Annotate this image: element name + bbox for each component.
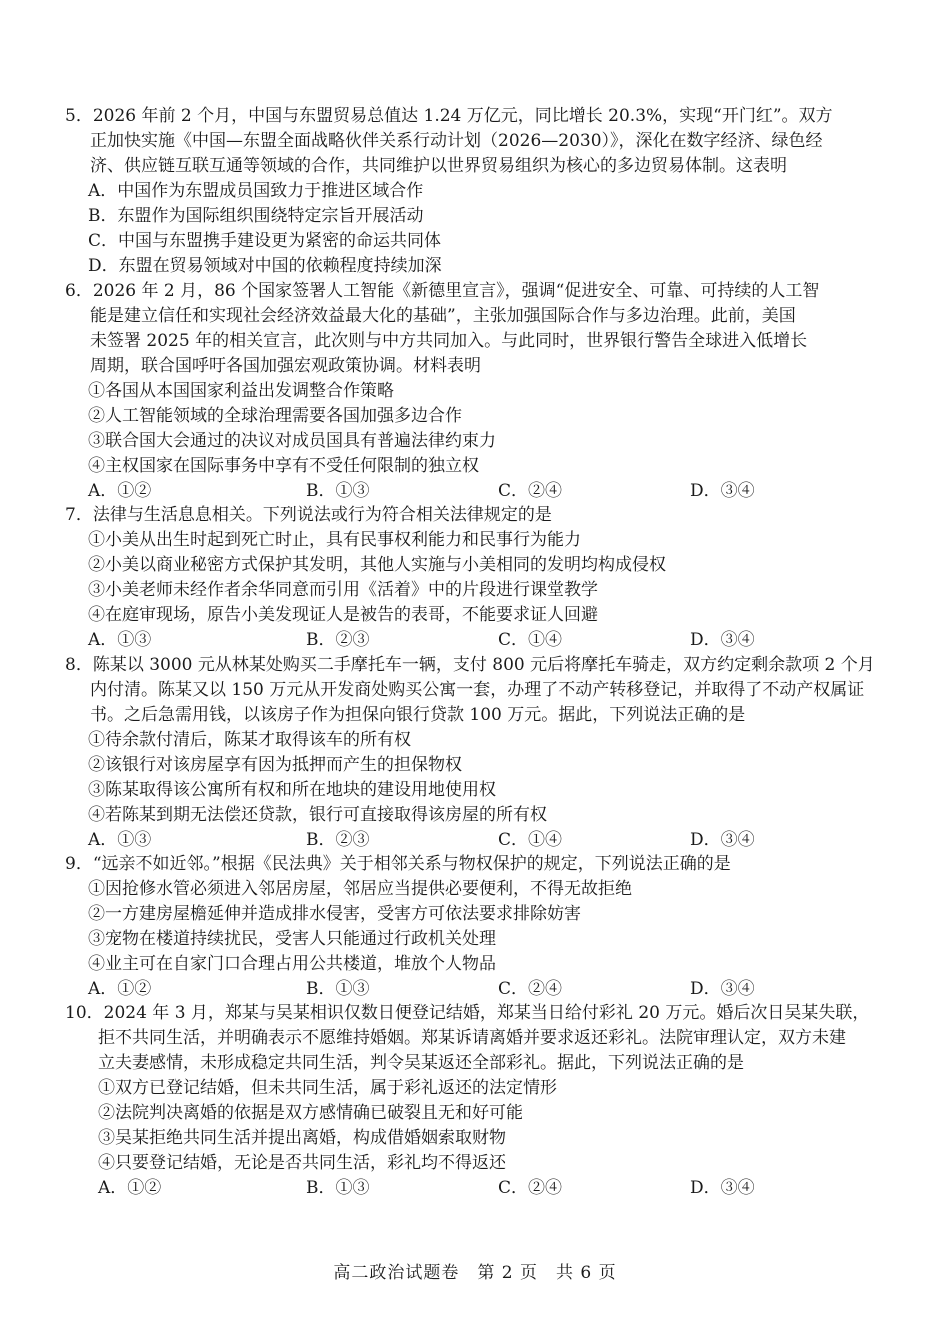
question-stem-line: 能是建立信任和实现社会经济效益最大化的基础”，主张加强国际合作与多边治理。此前，美国 (90, 306, 796, 326)
question-stem-line: 书。之后急需用钱，以该房子作为担保向银行贷款 100 万元。据此，下列说法正确的是 (90, 705, 746, 725)
choice-d: D．③④ (690, 1178, 755, 1198)
page-footer: 高二政治试题卷 第 2 页 共 6 页 (333, 1263, 617, 1283)
question-stem-line: 6．2026 年 2 月，86 个国家签署人工智能《新德里宣言》，强调“促进安全、可靠、可持续的人工智 (65, 281, 820, 301)
option-b: B．东盟作为国际组织围绕特定宗旨开展活动 (88, 206, 424, 226)
choice-a: A．①② (88, 481, 152, 501)
question-stem-line: 正加快实施《中国—东盟全面战略伙伴关系行动计划（2026—2030）》，深化在数字经济、绿色经 (90, 131, 823, 151)
statement-item: ③宠物在楼道持续扰民，受害人只能通过行政机关处理 (88, 929, 496, 949)
statement-item: ④在庭审现场，原告小美发现证人是被告的表哥，不能要求证人回避 (88, 605, 598, 625)
statement-item: ②法院判决离婚的依据是双方感情确已破裂且无和好可能 (98, 1103, 523, 1123)
statement-item: ①因抢修水管必须进入邻居房屋，邻居应当提供必要便利，不得无故拒绝 (88, 879, 632, 899)
statement-item: ④主权国家在国际事务中享有不受任何限制的独立权 (88, 456, 479, 476)
choice-c: C．②④ (498, 481, 563, 501)
question-stem-line: 未签署 2025 年的相关宣言，此次则与中方共同加入。与此同时，世界银行警告全球进入低增长 (90, 331, 808, 351)
choice-b: B．①③ (306, 1178, 370, 1198)
statement-item: ④只要登记结婚，无论是否共同生活，彩礼均不得返还 (98, 1153, 506, 1173)
choice-c: C．②④ (498, 1178, 563, 1198)
choice-b: B．②③ (306, 830, 370, 850)
choice-c: C．②④ (498, 979, 563, 999)
question-stem-line: 济、供应链互联互通等领域的合作，共同维护以世界贸易组织为核心的多边贸易体制。这表明 (90, 156, 787, 176)
statement-item: ①各国从本国国家利益出发调整合作策略 (88, 381, 394, 401)
question-stem-line: 7．法律与生活息息相关。下列说法或行为符合相关法律规定的是 (65, 505, 552, 525)
question-stem-line: 立夫妻感情，未形成稳定共同生活，判令吴某返还全部彩礼。据此，下列说法正确的是 (98, 1053, 744, 1073)
statement-item: ③吴某拒绝共同生活并提出离婚，构成借婚姻索取财物 (98, 1128, 506, 1148)
question-stem-line: 5．2026 年前 2 个月，中国与东盟贸易总值达 1.24 万亿元，同比增长 20.3%，实现“开门红”。双方 (65, 106, 833, 126)
choice-c: C．①④ (498, 630, 563, 650)
choice-c: C．①④ (498, 830, 563, 850)
statement-item: ③小美老师未经作者余华同意而引用《活着》中的片段进行课堂教学 (88, 580, 598, 600)
question-stem-line: 拒不共同生活，并明确表示不愿维持婚姻。郑某诉请离婚并要求返还彩礼。法院审理认定，双方未建 (98, 1028, 846, 1048)
choice-b: B．①③ (306, 979, 370, 999)
statement-item: ①双方已登记结婚，但未共同生活，属于彩礼返还的法定情形 (98, 1078, 557, 1098)
statement-item: ④业主可在自家门口合理占用公共楼道，堆放个人物品 (88, 954, 496, 974)
choice-d: D．③④ (690, 630, 755, 650)
statement-item: ①待余款付清后，陈某才取得该车的所有权 (88, 730, 411, 750)
choice-a: A．①③ (88, 830, 152, 850)
question-stem-line: 周期，联合国呼吁各国加强宏观政策协调。材料表明 (90, 356, 481, 376)
statement-item: ③陈某取得该公寓所有权和所在地块的建设用地使用权 (88, 780, 496, 800)
choice-b: B．②③ (306, 630, 370, 650)
choice-d: D．③④ (690, 830, 755, 850)
question-stem-line: 10．2024 年 3 月，郑某与吴某相识仅数日便登记结婚，郑某当日给付彩礼 20 万元。婚后次日吴某失联， (65, 1003, 870, 1023)
statement-item: ②一方建房屋檐延伸并造成排水侵害，受害方可依法要求排除妨害 (88, 904, 581, 924)
choice-a: A．①③ (88, 630, 152, 650)
statement-item: ②人工智能领域的全球治理需要各国加强多边合作 (88, 406, 462, 426)
choice-d: D．③④ (690, 481, 755, 501)
statement-item: ①小美从出生时起到死亡时止，具有民事权利能力和民事行为能力 (88, 530, 581, 550)
choice-a: A．①② (98, 1178, 162, 1198)
choice-d: D．③④ (690, 979, 755, 999)
choice-a: A．①② (88, 979, 152, 999)
statement-item: ④若陈某到期无法偿还贷款，银行可直接取得该房屋的所有权 (88, 805, 547, 825)
choice-b: B．①③ (306, 481, 370, 501)
option-d: D．东盟在贸易领域对中国的依赖程度持续加深 (88, 256, 442, 276)
statement-item: ③联合国大会通过的决议对成员国具有普遍法律约束力 (88, 431, 496, 451)
statement-item: ②小美以商业秘密方式保护其发明，其他人实施与小美相同的发明均构成侵权 (88, 555, 666, 575)
option-a: A．中国作为东盟成员国致力于推进区域合作 (88, 181, 424, 201)
question-stem-line: 9．“远亲不如近邻。”根据《民法典》关于相邻关系与物权保护的规定，下列说法正确的是 (65, 854, 731, 874)
question-stem-line: 内付清。陈某又以 150 万元从开发商处购买公寓一套，办理了不动产转移登记，并取得了不动产权属证 (90, 680, 865, 700)
statement-item: ②该银行对该房屋享有因为抵押而产生的担保物权 (88, 755, 462, 775)
option-c: C．中国与东盟携手建设更为紧密的命运共同体 (88, 231, 442, 251)
question-stem-line: 8．陈某以 3000 元从林某处购买二手摩托车一辆，支付 800 元后将摩托车骑走，双方约定剩余款项 2 个月 (65, 655, 875, 675)
